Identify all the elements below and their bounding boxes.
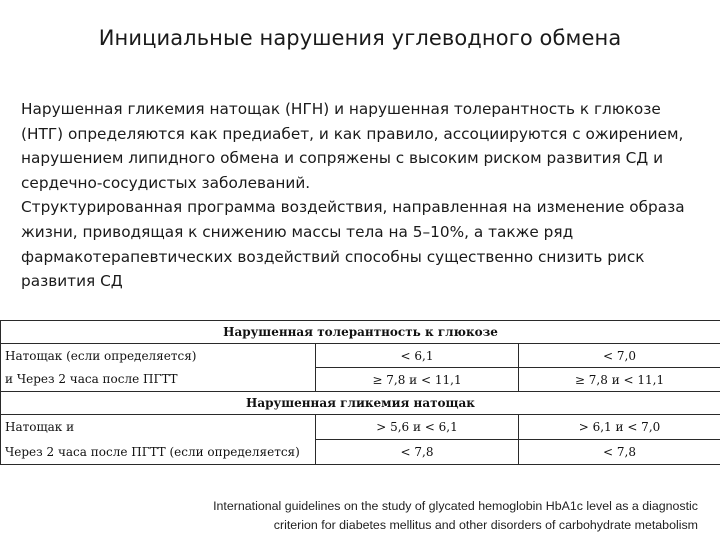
diagnostic-criteria-table xyxy=(0,320,720,465)
slide-title: Инициальные нарушения углеводного обмена xyxy=(98,26,622,50)
value-cell: < 6,1 xyxy=(316,344,519,368)
value-cell: < 7,0 xyxy=(519,344,720,368)
source-caption xyxy=(98,497,698,535)
row-label: Натощак (если определяется) xyxy=(1,344,316,368)
table-row xyxy=(1,415,720,440)
caption-line: criterion for diabetes mellitus and other disorders of carbohydrate metabolism xyxy=(273,518,698,532)
section-header-ntg: Нарушенная толерантность к глюкозе xyxy=(1,321,720,344)
table-row xyxy=(1,368,720,392)
table-row xyxy=(1,440,720,465)
paragraph-intervention: Структурированная программа воздействия, направленная на изменение образа жизни, приводящая к снижению массы тела на 5–10%, а также ряд фармакотерапевтических воздействий способны существенно снизить риск развития СД xyxy=(21,198,685,291)
paragraph-prediabetes: Нарушенная гликемия натощак (НГН) и нарушенная толерантность к глюкозе (НТГ) определяются как предиабет, и как правило, ассоциируются с ожирением, нарушением липидного обмена и сопряжены с высоким риском развития СД и сердечно-сосудистых заболеваний. xyxy=(21,100,684,192)
value-cell: < 7,8 xyxy=(519,440,720,465)
table-row xyxy=(1,344,720,368)
value-cell: ≥ 7,8 и < 11,1 xyxy=(519,368,720,392)
table-section-header xyxy=(1,392,720,415)
body-text xyxy=(21,97,701,294)
table-section-header xyxy=(1,321,720,344)
section-header-ngn: Нарушенная гликемия натощак xyxy=(1,392,720,415)
row-label: Натощак и xyxy=(1,415,316,440)
value-cell: > 6,1 и < 7,0 xyxy=(519,415,720,440)
value-cell: < 7,8 xyxy=(316,440,519,465)
value-cell: > 5,6 и < 6,1 xyxy=(316,415,519,440)
value-cell: ≥ 7,8 и < 11,1 xyxy=(316,368,519,392)
row-label: Через 2 часа после ПГТТ (если определяется) xyxy=(1,440,316,465)
caption-line: International guidelines on the study of glycated hemoglobin HbA1c level as a diagnostic xyxy=(213,499,698,513)
row-label: и Через 2 часа после ПГТТ xyxy=(1,368,316,392)
